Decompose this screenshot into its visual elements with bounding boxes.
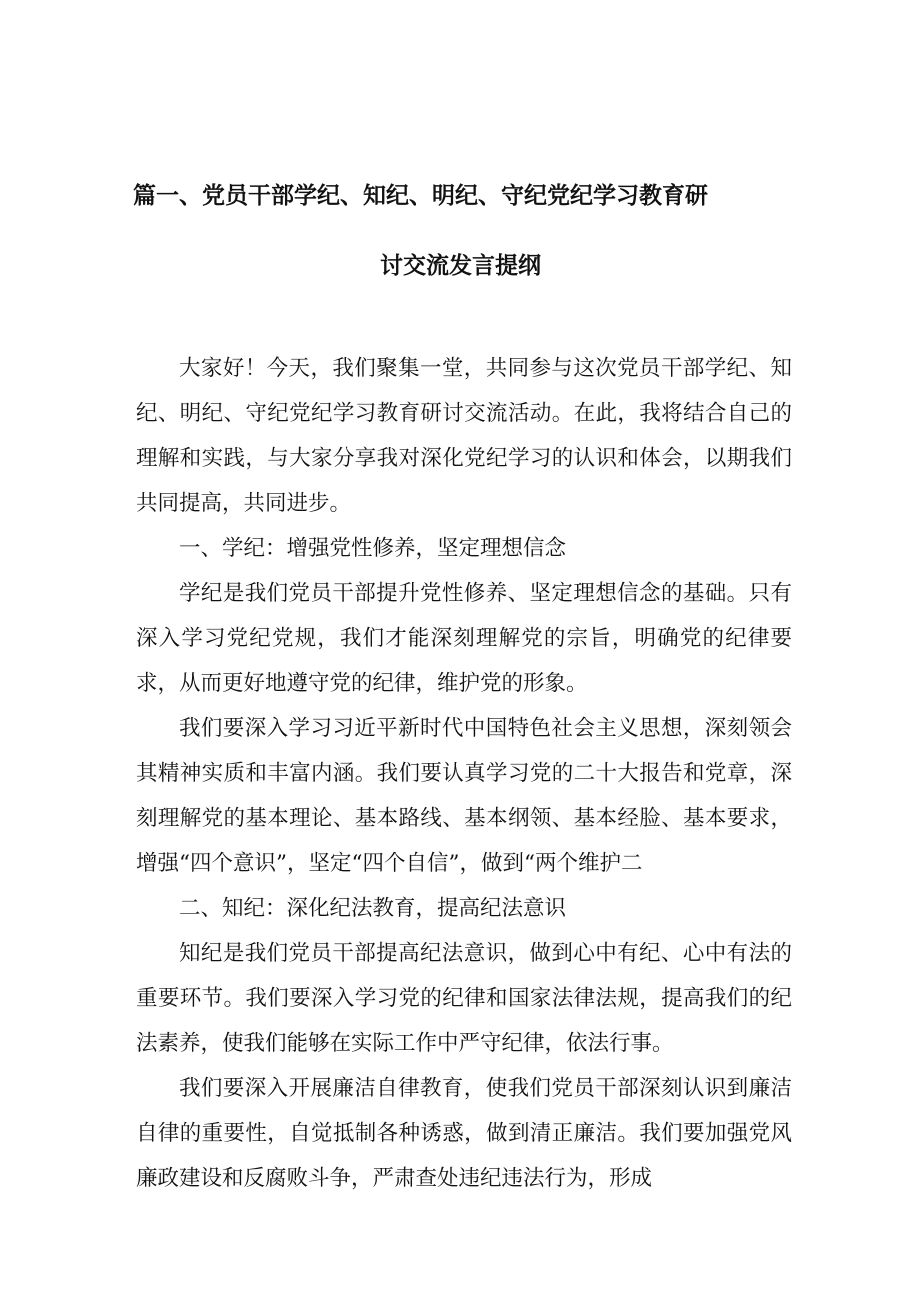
- section-1-paragraph-2: 我们要深入学习习近平新时代中国特色社会主义思想，深刻领会其精神实质和丰富内涵。我们要认真学习党的二十大报告和党章，深刻理解党的基本理论、基本路线、基本纲领、基本经脸、基本要求，增强“四个意识”，坚定“四个自信”，做到“两个维护二: [136, 716, 792, 876]
- section-2-paragraph-1: 知纪是我们党员干部提高纪法意识，做到心中有纪、心中有法的重要环节。我们要深入学习党的纪律和国家法律法规，提高我们的纪法素养，使我们能够在实际工作中严守纪律，依法行事。: [136, 941, 792, 1056]
- intro-paragraph: 大家好！今天，我们聚集一堂，共同参与这次党员干部学纪、知纪、明纪、守纪党纪学习教育研讨交流活动。在此，我将结合自己的理解和实践，与大家分享我对深化党纪学习的认识和体会，以期我们共同提高，共同进步。: [136, 356, 792, 516]
- document-body: [136, 346, 792, 1201]
- section-2-paragraph-2: 我们要深入开展廉洁自律教育，使我们党员干部深刻认识到廉洁自律的重要性，自觉抵制各种诱惑，做到清正廉洁。我们要加强党风廉政建设和反腐败斗争，严肃查处违纪违法行为，形成: [136, 1076, 792, 1191]
- section-heading-2: 二、知纪：深化纪法教育，提高纪法意识: [179, 896, 567, 921]
- document-title-line-1: 篇一、党员干部学纪、知纪、明纪、守纪党纪学习教育研: [133, 183, 708, 209]
- section-1-paragraph-1: 学纪是我们党员干部提升党性修养、坚定理想信念的基础。只有深入学习党纪党规，我们才能深刻理解党的宗旨，明确党的纪律要求，从而更好地遵守党的纪律，维护党的形象。: [136, 581, 792, 696]
- section-heading-1: 一、学纪：增强党性修养，坚定理想信念: [179, 536, 567, 561]
- document-title-line-2: 讨交流发言提纲: [380, 253, 541, 279]
